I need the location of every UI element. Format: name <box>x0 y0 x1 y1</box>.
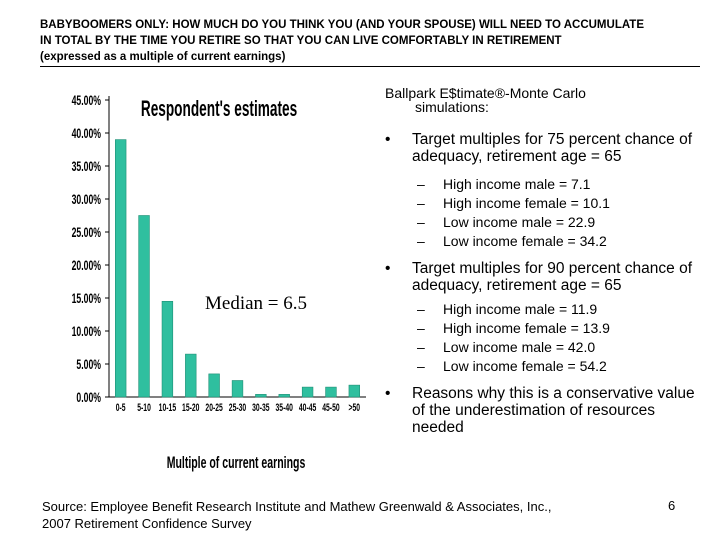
median-annotation: Median = 6.5 <box>205 293 308 314</box>
panel-title <box>385 86 705 114</box>
y-tick-label: 5.00% <box>76 356 101 373</box>
sub-item <box>417 175 705 194</box>
bullet-marker: • <box>385 260 391 277</box>
sub-text: High income female = 13.9 <box>443 320 610 336</box>
x-tick-label: 40-45 <box>298 401 317 414</box>
bar <box>232 381 243 398</box>
x-tick-label: 30-35 <box>252 401 270 414</box>
bar <box>115 140 126 397</box>
x-tick-label: >50 <box>348 401 361 414</box>
bar <box>279 394 290 397</box>
dash-marker: – <box>417 339 425 355</box>
sub-item <box>417 194 705 213</box>
bullet-item <box>385 260 705 376</box>
footnote-line-2: 2007 Retirement Confidence Survey <box>42 516 252 531</box>
bar <box>185 354 196 397</box>
bullet-marker: • <box>385 385 391 402</box>
sub-text: Low income male = 22.9 <box>443 214 596 230</box>
sub-text: High income male = 7.1 <box>443 176 591 192</box>
bullet-text: Target multiples for 75 percent chance of adequacy, retirement age = 65 <box>412 131 693 165</box>
dash-marker: – <box>417 233 425 249</box>
sub-text: High income female = 10.1 <box>443 195 610 211</box>
header-line-3: (expressed as a multiple of current earnings) <box>40 51 286 63</box>
bullet-item <box>385 131 705 251</box>
y-tick-label: 10.00% <box>71 323 101 340</box>
y-tick-label: 20.00% <box>71 257 101 274</box>
dash-marker: – <box>417 195 425 211</box>
bar <box>255 394 266 397</box>
sub-item <box>417 300 705 319</box>
bullet-marker: • <box>385 131 391 148</box>
header-line-2: IN TOTAL BY THE TIME YOU RETIRE SO THAT YOU CAN LIVE COMFORTABLY IN RETIREMENT <box>40 35 562 47</box>
dash-marker: – <box>417 358 425 374</box>
dash-marker: – <box>417 176 425 192</box>
panel-title-line-2: simulations: <box>415 99 489 115</box>
y-tick-label: 40.00% <box>71 125 101 142</box>
y-tick-label: 30.00% <box>71 191 101 208</box>
x-tick-label: 25-30 <box>228 401 247 414</box>
chart-title: Respondent's estimates <box>140 95 298 121</box>
dash-marker: – <box>417 214 425 230</box>
page-number: 6 <box>668 498 676 513</box>
panel-title-line-1: Ballpark E$timate®-Monte Carlo <box>385 85 586 101</box>
bar <box>326 387 337 397</box>
x-axis-label: Multiple of current earnings <box>166 452 306 472</box>
y-tick-label: 25.00% <box>71 224 101 241</box>
x-tick-label: 5-10 <box>137 401 151 414</box>
x-tick-label: 10-15 <box>158 401 177 414</box>
x-tick-label: 20-25 <box>205 401 223 414</box>
x-tick-label: 35-40 <box>275 401 293 414</box>
y-tick-label: 0.00% <box>76 389 101 406</box>
bar <box>162 301 173 397</box>
bar <box>349 385 360 397</box>
y-tick-label: 45.00% <box>71 92 101 109</box>
x-tick-label: 0-5 <box>115 401 126 414</box>
sub-list <box>417 175 705 251</box>
y-tick-label: 15.00% <box>71 290 101 307</box>
sub-item <box>417 319 705 338</box>
bar <box>139 216 150 398</box>
sub-text: High income male = 11.9 <box>443 301 598 317</box>
sub-item <box>417 213 705 232</box>
dash-marker: – <box>417 301 425 317</box>
sub-text: Low income male = 42.0 <box>443 339 596 355</box>
bar <box>302 387 313 397</box>
simulation-panel <box>385 86 705 436</box>
header-line-1: BABYBOOMERS ONLY: HOW MUCH DO YOU THINK YOU (AND YOUR SPOUSE) WILL NEED TO ACCUMULATE <box>40 19 644 31</box>
sub-item <box>417 338 705 357</box>
sub-item <box>417 357 705 376</box>
y-tick-label: 35.00% <box>71 158 101 175</box>
x-tick-label: 45-50 <box>322 401 340 414</box>
bullet-text: Reasons why this is a conservative value of the underestimation of resources needed <box>412 385 695 436</box>
sub-list <box>417 300 705 376</box>
footnote-line-1: Source: Employee Benefit Research Institute and Mathew Greenwald & Associates, Inc., <box>42 499 552 514</box>
bullet-item <box>385 385 705 436</box>
source-footnote <box>42 498 551 532</box>
bar <box>209 374 220 397</box>
sub-item <box>417 232 705 251</box>
sub-text: Low income female = 54.2 <box>443 358 607 374</box>
bullet-text: Target multiples for 90 percent chance of adequacy, retirement age = 65 <box>412 260 693 294</box>
x-tick-label: 15-20 <box>182 401 200 414</box>
dash-marker: – <box>417 320 425 336</box>
sub-text: Low income female = 34.2 <box>443 233 607 249</box>
